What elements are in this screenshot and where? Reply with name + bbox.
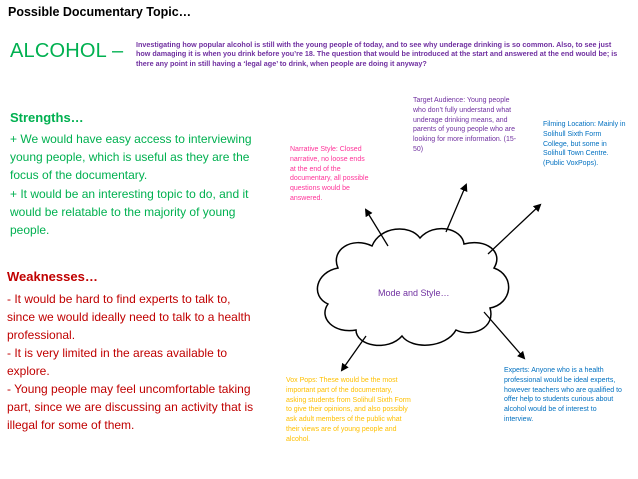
arrow-to-filming bbox=[488, 205, 540, 254]
cloud-shape bbox=[317, 229, 508, 346]
centre-label: Mode and Style… bbox=[378, 288, 450, 298]
arrow-to-voxpops bbox=[342, 336, 366, 370]
page-heading: Possible Documentary Topic… bbox=[8, 5, 192, 19]
filming-location-note: Filming Location: Mainly in Solihull Sixth Form College, but some in Solihull Town Centre. (Public VoxPops). bbox=[543, 121, 626, 168]
topic-description: Investigating how popular alcohol is still with the young people of today, and to see why underage drinking is so common. Also, to see just how damaging it is when you drink before you’re 18. The question that would be introduced at the start and answered at the end would be; is there any point in still having a ‘legal age’ to drink, when people are doing it anyway? bbox=[136, 40, 618, 68]
weakness-item: - It would be hard to find experts to talk to, since we would ideally need to talk to a health professional. bbox=[7, 292, 251, 342]
experts-note: Experts: Anyone who is a health professional would be ideal experts, however teachers who are qualified to offer help to students curious about alcohol would be of interest to interview. bbox=[504, 367, 622, 423]
weakness-item: - Young people may feel uncomfortable taking part, since we are discussing an activity that is illegal for some of them. bbox=[7, 382, 254, 432]
weakness-item: - It is very limited in the areas available to explore. bbox=[7, 346, 228, 378]
strengths-heading: Strengths… bbox=[10, 110, 84, 125]
arrow-to-experts bbox=[484, 312, 524, 358]
weaknesses-heading: Weaknesses… bbox=[7, 269, 98, 284]
topic-title: ALCOHOL – bbox=[10, 40, 124, 62]
strength-item: + We would have easy access to interviewing young people, which is useful as they are the focus of the documentary. bbox=[10, 132, 252, 183]
arrow-to-audience bbox=[446, 185, 466, 232]
target-audience-note: Target Audience: Young people who don’t fully understand what underage drinking means, and parents of young people who are looking for more information. (15-50) bbox=[413, 97, 517, 153]
narrative-style-note: Narrative Style: Closed narrative, no loose ends at the end of the documentary, all possible questions would be answered. bbox=[290, 146, 369, 202]
vox-pops-note: Vox Pops: These would be the most important part of the documentary, asking students from Solihull Sixth Form to give their opinions, and also possibly ask adult members of the public what their views are of young people and alcohol. bbox=[286, 377, 411, 443]
strength-item: + It would be an interesting topic to do, and it would be relatable to the majority of young people. bbox=[10, 186, 249, 238]
